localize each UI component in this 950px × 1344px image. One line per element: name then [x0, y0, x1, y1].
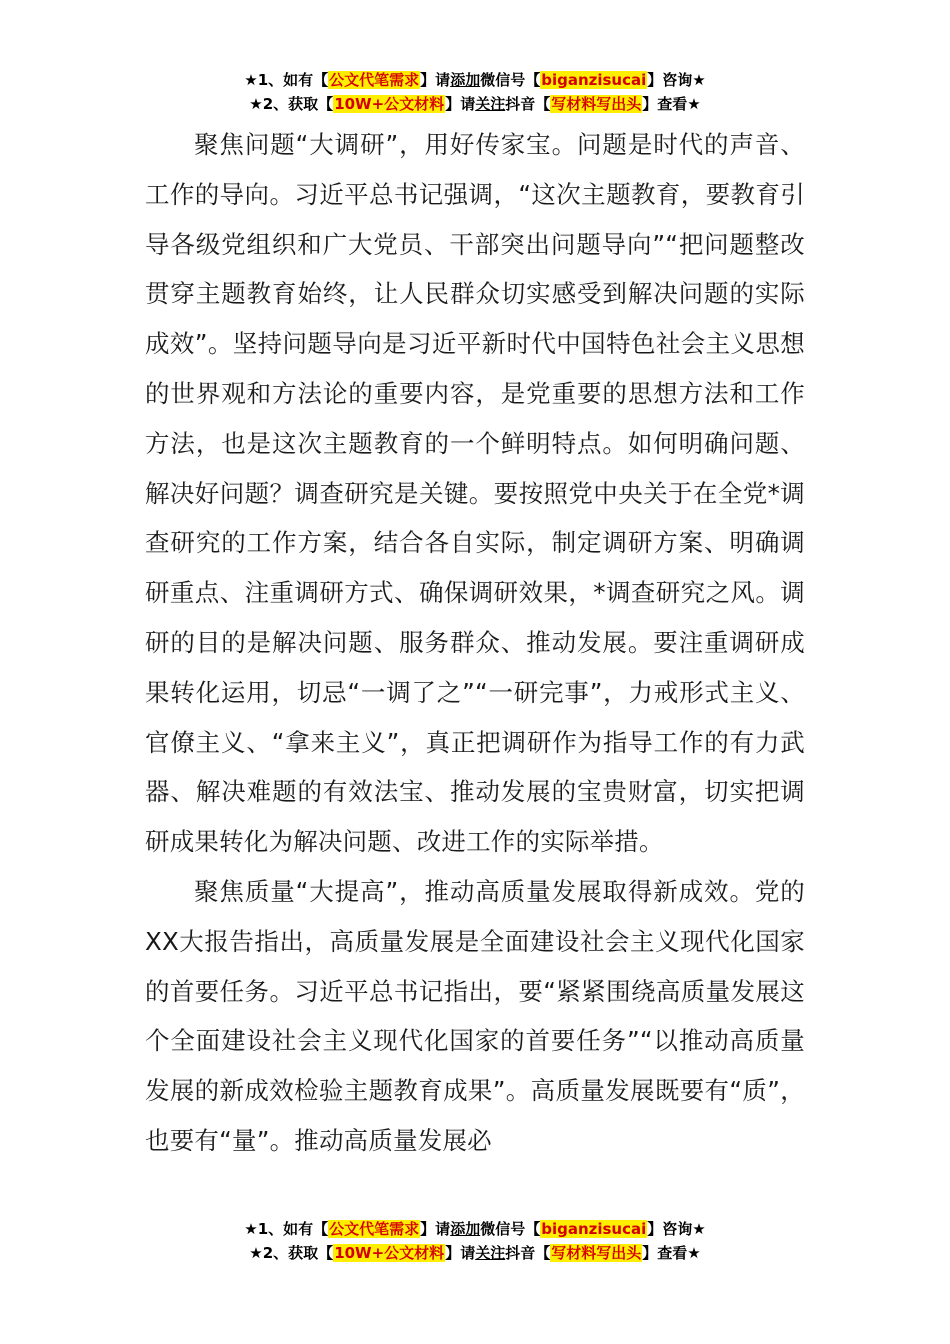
highlight-wechat-id: biganzisucai [541, 1220, 647, 1238]
paragraph-research: 聚焦问题“大调研”，用好传家宝。问题是时代的声音、工作的导向。习近平总书记强调，“这次主题教育，要教育引导各级党组织和广大党员、干部突出问题导向”“把问题整改贯穿主题教育始终，让人民群众切实感受到解决问题的实际成效”。坚持问题导向是习近平新时代中国特色社会主义思想的世界观和方法论的重要内容，是党重要的思想方法和工作方法，也是这次主题教育的一个鲜明特点。如何明确问题、解决好问题？调查研究是关键。要按照党中央关于在全党*调查研究的工作方案，结合各自实际，制定调研方案、明确调研重点、注重调研方式、确保调研效果，*调查研究之风。调研的目的是解决问题、服务群众、推动发展。要注重调研成果转化运用，切忌“一调了之”“一研完事”，力戒形式主义、官僚主义、“拿来主义”，真正把调研作为指导工作的有力武器、解决难题的有效法宝、推动发展的宝贵财富，切实把调研成果转化为解决问题、改进工作的实际举措。 [145, 130, 805, 857]
highlight-materials: 10W+公文材料 [334, 95, 445, 113]
header-banner [0, 68, 950, 116]
footer-banner [0, 1217, 950, 1265]
highlight-service: 公文代笔需求 [329, 1220, 420, 1238]
banner-line-2: ★2、获取【10W+公文材料】请关注抖音【写材料写出头】查看★ [249, 1244, 701, 1262]
banner-line-1: ★1、如有【公文代笔需求】请添加微信号【biganzisucai】咨询★ [244, 71, 706, 89]
document-body [145, 120, 805, 1166]
banner-line-1: ★1、如有【公文代笔需求】请添加微信号【biganzisucai】咨询★ [244, 1220, 706, 1238]
highlight-service: 公文代笔需求 [329, 71, 420, 89]
highlight-wechat-id: biganzisucai [541, 71, 647, 89]
paragraph-quality: 聚焦质量“大提高”，推动高质量发展取得新成效。党的XX大报告指出，高质量发展是全面建设社会主义现代化国家的首要任务。习近平总书记指出，要“紧紧围绕高质量发展这个全面建设社会主义现代化国家的首要任务”“以推动高质量发展的新成效检验主题教育成果”。高质量发展既要有“质”，也要有“量”。推动高质量发展必 [145, 876, 805, 1155]
banner-line-2: ★2、获取【10W+公文材料】请关注抖音【写材料写出头】查看★ [249, 95, 701, 113]
highlight-douyin-account: 写材料写出头 [551, 1244, 642, 1262]
highlight-douyin-account: 写材料写出头 [551, 95, 642, 113]
highlight-materials: 10W+公文材料 [334, 1244, 445, 1262]
